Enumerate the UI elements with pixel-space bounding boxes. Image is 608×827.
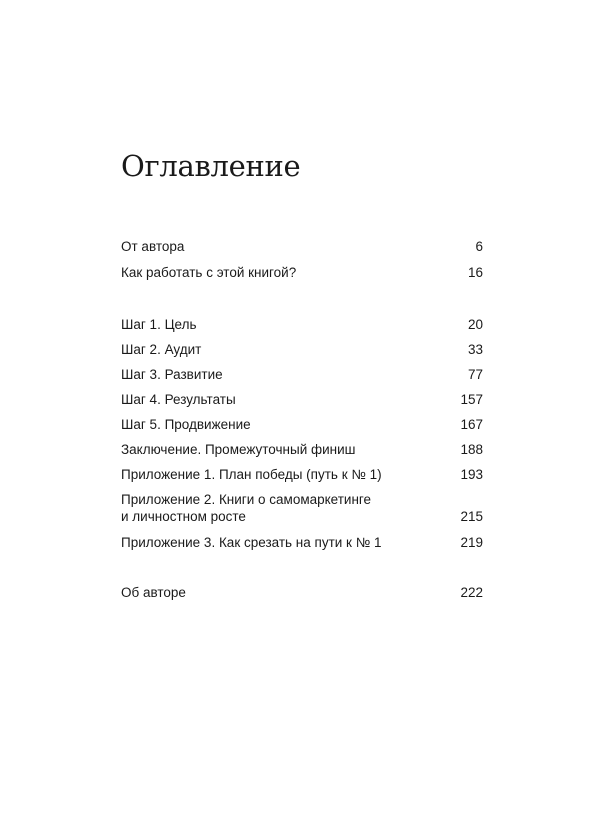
toc-entry-page: 167 <box>460 417 483 432</box>
toc-entry <box>121 238 483 255</box>
toc-entry-title: Шаг 3. Развитие <box>121 367 223 382</box>
toc-entry-page: 193 <box>460 467 483 482</box>
toc-entry <box>121 466 483 483</box>
toc-entry-title: Заключение. Промежуточный финиш <box>121 442 356 457</box>
toc-entry <box>121 416 483 433</box>
toc-entry-page: 188 <box>460 442 483 457</box>
toc-entry-title: От автора <box>121 239 185 254</box>
toc-entry-title: Шаг 5. Продвижение <box>121 417 251 432</box>
toc-entry-title: Приложение 2. Книги о самомаркетинге и личностном росте <box>121 492 372 524</box>
toc-entry-page: 157 <box>460 392 483 407</box>
toc-entry <box>121 316 483 333</box>
toc-entry-title: Как работать с этой книгой? <box>121 265 297 280</box>
toc-entry <box>121 534 483 551</box>
page-title: Оглавление <box>121 149 301 183</box>
toc-entry <box>121 584 483 601</box>
toc-entry-page: 20 <box>467 317 483 332</box>
toc-entry <box>121 264 483 281</box>
toc-entry-page: 219 <box>460 535 483 550</box>
toc-entry-page: 222 <box>460 585 483 600</box>
toc-entry-page: 33 <box>467 342 483 357</box>
toc-entry <box>121 366 483 383</box>
toc-entry <box>121 491 483 525</box>
toc-entry-title: Шаг 2. Аудит <box>121 342 202 357</box>
toc-entry-title: Шаг 4. Результаты <box>121 392 236 407</box>
toc-entry-title: Шаг 1. Цель <box>121 317 197 332</box>
toc-entry-title: Приложение 1. План победы (путь к № 1) <box>121 467 382 482</box>
toc-entry <box>121 341 483 358</box>
toc-entry-page: 215 <box>460 509 483 524</box>
toc-entry-page: 16 <box>467 265 483 280</box>
toc-entry-title: Приложение 3. Как срезать на пути к № 1 <box>121 535 382 550</box>
toc-entry-page: 77 <box>467 367 483 382</box>
toc-entry <box>121 441 483 458</box>
toc-entry <box>121 391 483 408</box>
toc-entry-title: Об авторе <box>121 585 186 600</box>
toc-entry-page: 6 <box>475 239 483 254</box>
